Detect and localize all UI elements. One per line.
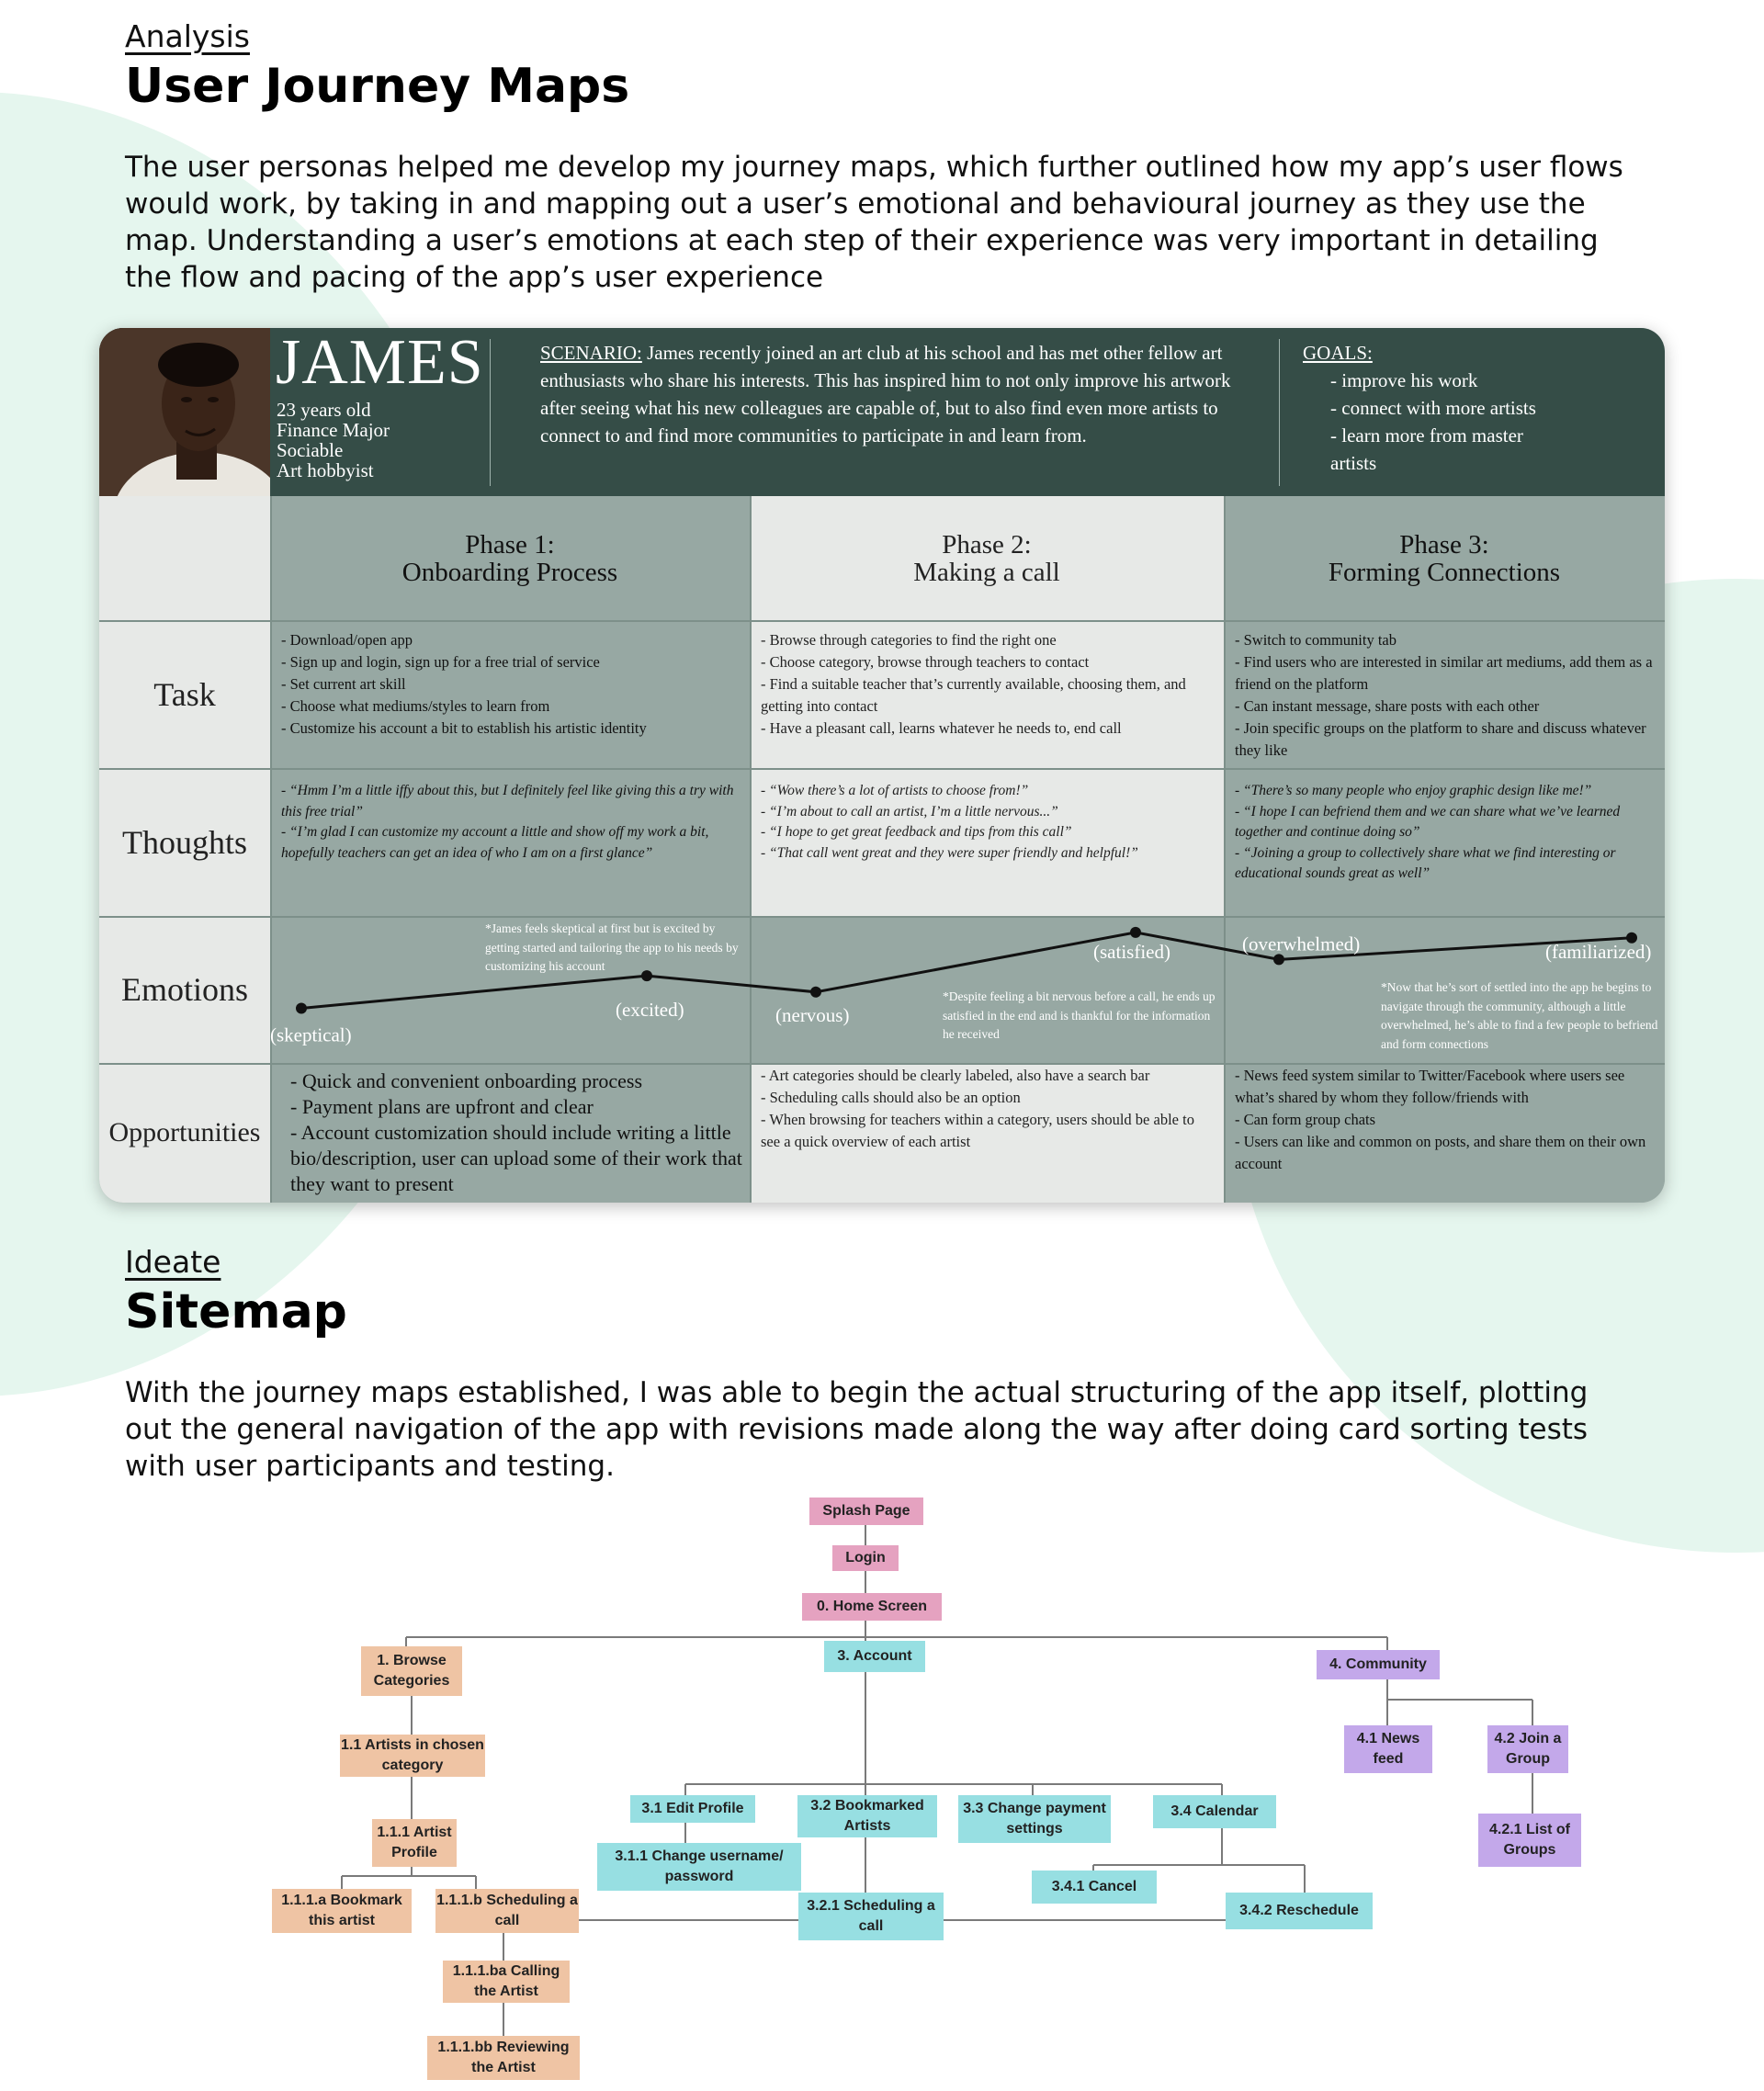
sitemap-bookmarked-artists[interactable]: 3.2 Bookmarked Artists [797, 1795, 937, 1837]
persona-trait: Sociable [277, 439, 344, 461]
corner-cell [99, 496, 270, 620]
persona-name: JAMES [276, 328, 484, 398]
thoughts-cell-phase-3 [1224, 768, 1665, 916]
sitemap-reviewing-artist[interactable]: 1.1.1.bb Reviewing the Artist [427, 2036, 580, 2080]
persona-header [99, 328, 1665, 496]
sitemap-account[interactable]: 3. Account [824, 1641, 925, 1672]
emotion-label: (satisfied) [1093, 940, 1170, 963]
opportunity-item: - Scheduling calls should also be an option [761, 1089, 1021, 1106]
thoughts-cell-phase-2 [750, 768, 1224, 916]
section-label-ideate: Ideate [125, 1244, 221, 1280]
section-title-sitemap: Sitemap [125, 1284, 347, 1339]
grid-line [99, 620, 1665, 622]
sitemap-reschedule[interactable]: 3.4.2 Reschedule [1226, 1893, 1373, 1929]
phase-1-header [270, 496, 750, 620]
emotion-label: (familiarized) [1545, 940, 1652, 963]
sitemap-splash-page[interactable]: Splash Page [809, 1498, 923, 1525]
persona-attributes [277, 400, 390, 480]
phase-3-header [1224, 496, 1665, 620]
scenario-text: James recently joined an art club at his school and has met other fellow art enthusiasts who share his interests. This has inspired him to not only improve his artwork after seeing what his new colleagues are capable of, but to also find even more artists to connect to and find more communities to participate in and learn from. [540, 342, 1231, 446]
goals-label: GOALS: [1303, 342, 1373, 364]
persona-major: Finance Major [277, 419, 390, 441]
sitemap-browse-categories[interactable]: 1. Browse Categories [361, 1646, 462, 1696]
task-item: - Download/open app [281, 631, 413, 649]
thought-item: - “That call went great and they were super friendly and helpful!” [761, 844, 1138, 861]
opportunity-item: - Users can like and common on posts, and share them on their own account [1235, 1133, 1646, 1172]
opportunity-item: - Payment plans are upfront and clear [290, 1095, 594, 1118]
task-item: - Choose category, browse through teachers to contact [761, 653, 1090, 671]
scenario-label: SCENARIO: [540, 342, 642, 364]
sitemap-intro-paragraph: With the journey maps established, I was able to begin the actual structuring of the app itself, plotting out the general navigation of the app with revisions made along the way after doing card sorting tests with user participants and testing. [125, 1376, 1589, 1483]
thought-item: - “There’s so many people who enjoy graphic design like me!” [1235, 783, 1592, 798]
emotion-point [1130, 927, 1141, 938]
phase-2-header [750, 496, 1224, 620]
task-item: - Browse through categories to find the right one [761, 631, 1057, 649]
sitemap-cancel[interactable]: 3.4.1 Cancel [1032, 1871, 1157, 1904]
row-label-thoughts: Thoughts [99, 768, 270, 916]
journey-map-card [99, 328, 1665, 1203]
task-cell-phase-1 [270, 620, 750, 768]
task-cell-phase-2 [750, 620, 1224, 768]
sitemap-edit-profile[interactable]: 3.1 Edit Profile [630, 1795, 755, 1823]
opportunity-item: - Art categories should be clearly labeled, also have a search bar [761, 1067, 1150, 1084]
sitemap-login[interactable]: Login [832, 1545, 899, 1571]
sitemap-join-group[interactable]: 4.2 Join a Group [1487, 1725, 1568, 1773]
opportunities-cell-phase-1 [270, 1063, 750, 1203]
task-item: - Have a pleasant call, learns whatever he needs to, end call [761, 719, 1122, 737]
sitemap-scheduling-a-call[interactable]: 3.2.1 Scheduling a call [798, 1893, 944, 1940]
phase-name: Forming Connections [1328, 557, 1561, 587]
task-item: - Choose what mediums/styles to learn from [281, 697, 550, 715]
task-item: - Switch to community tab [1235, 631, 1396, 649]
row-label-opportunities: Opportunities [99, 1063, 270, 1203]
thought-item: - “Hmm I’m a little iffy about this, but I definitely feel like giving this a try with this free trial” [281, 783, 734, 819]
emotion-label: (overwhelmed) [1242, 932, 1361, 955]
grid-line [99, 768, 1665, 770]
task-item: - Join specific groups on the platform to share and discuss whatever they like [1235, 719, 1646, 759]
sitemap-scheduling-call[interactable]: 1.1.1.b Scheduling a call [435, 1889, 579, 1933]
sitemap-home-screen[interactable]: 0. Home Screen [802, 1593, 942, 1621]
emotion-point [1273, 954, 1284, 965]
opportunity-item: - Quick and convenient onboarding process [290, 1069, 643, 1092]
phase-number: Phase 2: [942, 529, 1032, 559]
thoughts-cell-phase-1 [270, 768, 750, 916]
header-divider-2 [1279, 339, 1280, 486]
phase-name: Making a call [913, 557, 1060, 587]
sitemap-artist-profile[interactable]: 1.1.1 Artist Profile [372, 1819, 457, 1867]
task-cell-phase-3 [1224, 620, 1665, 768]
task-item: - Customize his account a bit to establish his artistic identity [281, 719, 647, 737]
goal-item: - connect with more artists [1330, 397, 1536, 419]
task-item: - Find users who are interested in similar art mediums, add them as a friend on the platform [1235, 653, 1653, 693]
sitemap-community[interactable]: 4. Community [1317, 1650, 1440, 1679]
emotion-label: (nervous) [775, 1003, 850, 1026]
sitemap-payment-settings[interactable]: 3.3 Change payment settings [958, 1795, 1111, 1843]
scenario-block [540, 339, 1238, 449]
grid-line [99, 1063, 1665, 1065]
emotion-note-phase-2: *Despite feeling a bit nervous before a call, he ends up satisfied in the end and is thankful for the information he received [943, 989, 1216, 1041]
emotion-label: (skeptical) [270, 1023, 352, 1046]
opportunity-item: - When browsing for teachers within a category, users should be able to see a quick overview of each artist [761, 1111, 1194, 1150]
sitemap-change-username[interactable]: 3.1.1 Change username/ password [597, 1843, 801, 1891]
emotion-label: (excited) [616, 999, 684, 1022]
grid-line [270, 496, 272, 1203]
grid-line [750, 496, 752, 1203]
phase-number: Phase 1: [465, 529, 555, 559]
journey-intro-paragraph: The user personas helped me develop my journey maps, which further outlined how my app’s user flows would work, by taking in and mapping out a user’s emotional and behavioural journey as they use the map. Understanding a user’s emotions at each step of their experience was very important in detailing the flow and pacing of the app’s user experience [125, 151, 1623, 294]
grid-line [1224, 496, 1226, 1203]
goals-block [1303, 339, 1652, 477]
thought-item: - “I’m glad I can customize my account a little and show off my work a bit, hopefully teachers can get an idea of who I am on a first glance” [281, 824, 709, 861]
thought-item: - “I hope to get great feedback and tips from this call” [761, 824, 1072, 840]
row-label-task: Task [99, 620, 270, 768]
opportunities-cell-phase-2 [750, 1063, 1224, 1203]
thought-item: - “I’m about to call an artist, I’m a little nervous...” [761, 803, 1058, 819]
persona-age: 23 years old [277, 399, 371, 421]
task-item: - Sign up and login, sign up for a free trial of service [281, 653, 600, 671]
task-item: - Find a suitable teacher that’s currently available, choosing them, and getting into contact [761, 675, 1186, 715]
row-label-emotions: Emotions [99, 916, 270, 1063]
task-item: - Set current art skill [281, 675, 406, 693]
sitemap-calendar[interactable]: 3.4 Calendar [1153, 1795, 1276, 1828]
opportunity-item: - Can form group chats [1235, 1111, 1376, 1128]
goal-item: - improve his work [1330, 369, 1478, 391]
section-label-analysis: Analysis [125, 18, 250, 54]
task-item: - Can instant message, share posts with each other [1235, 697, 1540, 715]
header-divider-1 [490, 339, 491, 486]
thought-item: - “Joining a group to collectively share what we find interesting or educational sounds great as well” [1235, 844, 1616, 881]
sitemap-bookmark-artist[interactable]: 1.1.1.a Bookmark this artist [272, 1889, 412, 1933]
persona-hobby: Art hobbyist [277, 459, 374, 481]
opportunity-item: - Account customization should include writing a little bio/description, user can upload some of their work that they want to present [290, 1121, 742, 1195]
thought-item: - “Wow there’s a lot of artists to choose from!” [761, 783, 1029, 798]
section-title-journey-maps: User Journey Maps [125, 59, 630, 114]
goal-item: - learn more from master artists [1330, 424, 1523, 474]
opportunities-cell-phase-3 [1224, 1063, 1665, 1203]
emotion-note-phase-3: *Now that he’s sort of settled into the app he begins to navigate through the community, although a little overwhelmed, he’s able to find a few people to befriend and form connections [1381, 980, 1658, 1051]
emotion-point [810, 987, 821, 998]
emotion-note-phase-1: *James feels skeptical at first but is excited by getting started and tailoring the app to his needs by customizing his account [485, 921, 739, 973]
persona-photo [99, 328, 270, 496]
thought-item: - “I hope I can befriend them and we can share what we’ve learned together and continue doing so” [1235, 803, 1621, 840]
phase-name: Onboarding Process [401, 557, 618, 587]
sitemap-artists-in-category[interactable]: 1.1 Artists in chosen category [340, 1735, 485, 1777]
phase-number: Phase 3: [1399, 529, 1489, 559]
sitemap-list-groups[interactable]: 4.2.1 List of Groups [1478, 1814, 1581, 1867]
opportunity-item: - News feed system similar to Twitter/Facebook where users see what’s shared by whom they follow/friends with [1235, 1067, 1625, 1106]
sitemap-calling-artist[interactable]: 1.1.1.ba Calling the Artist [443, 1961, 570, 2003]
sitemap-news-feed[interactable]: 4.1 News feed [1344, 1725, 1432, 1773]
emotion-point [296, 1003, 307, 1014]
